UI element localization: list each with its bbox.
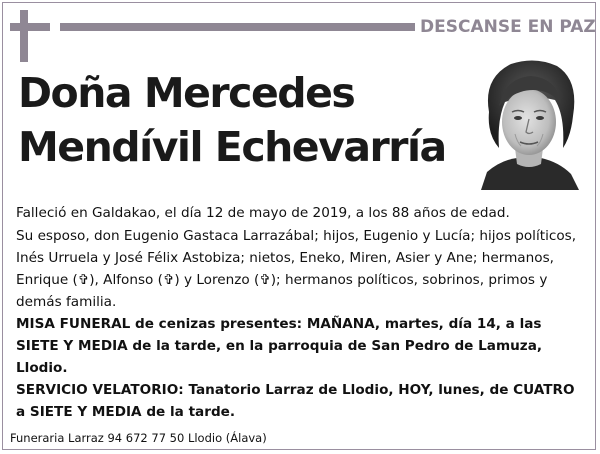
- funeral-mass: MISA FUNERAL de cenizas presentes: MAÑANA, martes, día 14, a las SIETE Y MEDIA de la tarde, en la parroquia de San Pedro de Lamuza, Llodio.: [16, 316, 543, 376]
- header-label: DESCANSE EN PAZ: [420, 17, 596, 37]
- notice-body: [16, 202, 586, 423]
- funeral-home-footer: Funeraria Larraz 94 672 77 50 Llodio (Álava): [10, 431, 267, 445]
- death-sentence: Falleció en Galdakao, el día 12 de mayo de 2019, a los 88 años de edad.: [16, 205, 510, 221]
- portrait-photo: [475, 56, 583, 190]
- header-rule: [60, 23, 415, 31]
- deceased-cross-icon: ✞: [259, 272, 271, 288]
- family-paragraph: Su esposo, don Eugenio Gastaca Larrazábal; hijos, Eugenio y Lucía; hijos políticos, Inés Urruela y José Félix Astobiza; nietos, Eneko, Miren, Asier y Ane; hermanos, Enrique (✞), Alfonso (✞) y Lorenzo (✞); hermanos políticos, sobrinos, primos y demás familia.: [16, 228, 577, 310]
- deceased-name-line2: Mendívil Echevarría: [18, 123, 446, 171]
- deceased-cross-icon: ✞: [162, 272, 175, 288]
- wake-service: SERVICIO VELATORIO: Tanatorio Larraz de Llodio, HOY, lunes, de CUATRO a SIETE Y MEDIA de la tarde.: [16, 382, 575, 420]
- deceased-name-line1: Doña Mercedes: [18, 69, 355, 117]
- deceased-name: [18, 66, 446, 174]
- deceased-cross-icon: ✞: [77, 272, 90, 288]
